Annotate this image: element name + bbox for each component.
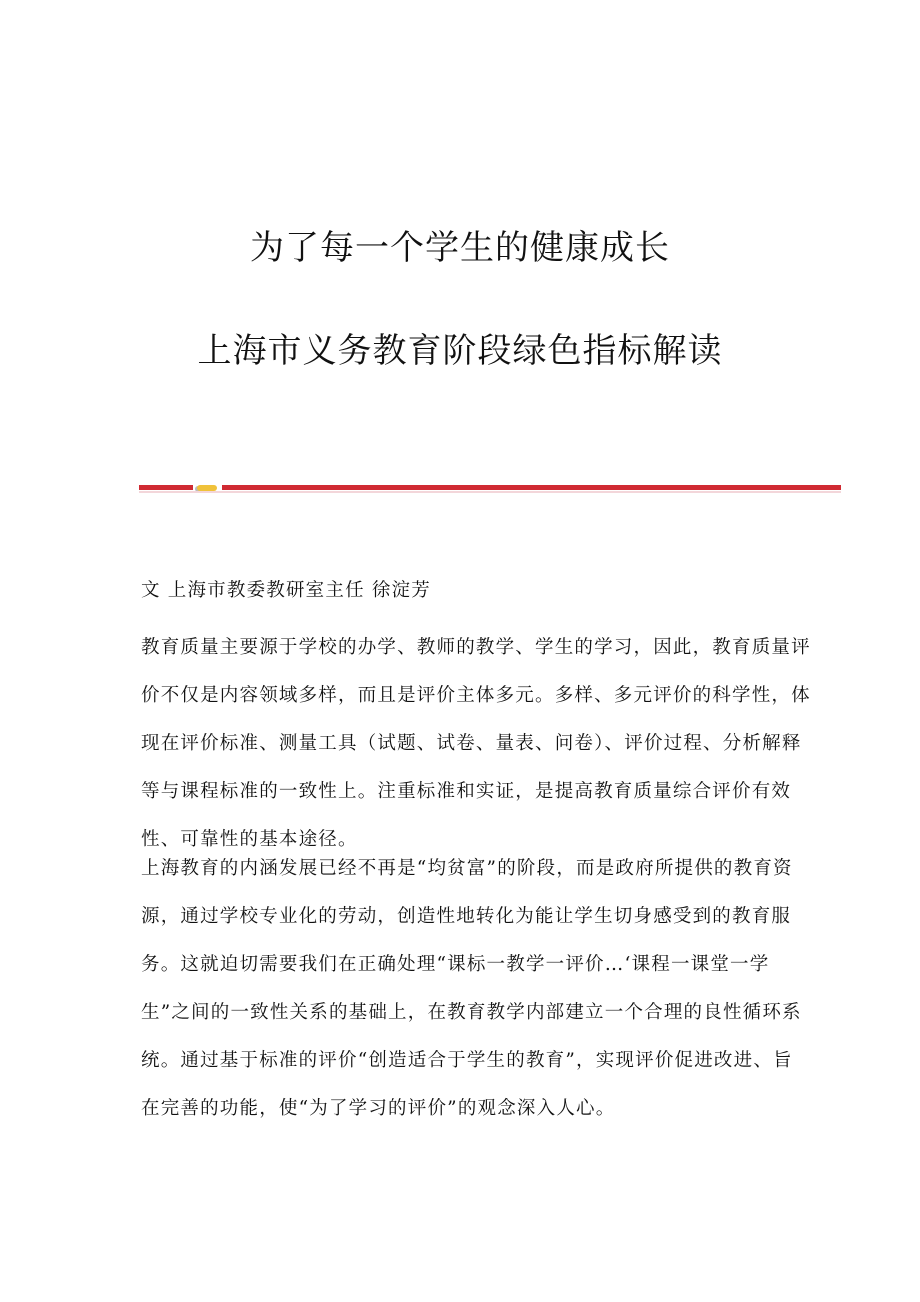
document-title-line-2: 上海市义务教育阶段绿色指标解读: [197, 331, 723, 371]
paragraph-line: 生”之间的一致性关系的基础上，在教育教学内部建立一个合理的良性循环系: [141, 1002, 802, 1023]
author-byline: 文 上海市教委教研室主任 徐淀芳: [141, 580, 431, 601]
paragraph-line: 源，通过学校专业化的劳动，创造性地转化为能让学生切身感受到的教育服: [141, 906, 792, 927]
paragraph-line: 性、可靠性的基本途径。: [141, 829, 358, 850]
paragraph-line: 统。通过基于标准的评价“创造适合于学生的教育”，实现评价促进改进、旨: [141, 1050, 793, 1071]
paragraph-line: 等与课程标准的一致性上。注重标准和实证，是提高教育质量综合评价有效: [141, 781, 792, 802]
paragraph-line: 上海教育的内涵发展已经不再是“均贫富”的阶段，而是政府所提供的教育资: [141, 858, 793, 879]
divider-right-segment: [222, 485, 841, 490]
divider-left-segment: [139, 485, 193, 490]
paragraph-line: 教育质量主要源于学校的办学、教师的教学、学生的学习，因此，教育质量评: [141, 637, 811, 658]
title-divider: [139, 485, 841, 491]
document-title-line-1: 为了每一个学生的健康成长: [250, 228, 670, 268]
paragraph-line: 在完善的功能，使“为了学习的评价”的观念深入人心。: [141, 1098, 616, 1119]
paragraph-line: 务。这就迫切需要我们在正确处理“课标一教学一评价…‘课程一课堂一学: [141, 954, 770, 975]
paragraph-line: 现在评价标准、测量工具（试题、试卷、量表、问卷）、评价过程、分析解释: [141, 733, 802, 754]
divider-shadow: [139, 491, 841, 493]
paragraph-line: 价不仅是内容领域多样，而且是评价主体多元。多样、多元评价的科学性，体: [141, 685, 811, 706]
